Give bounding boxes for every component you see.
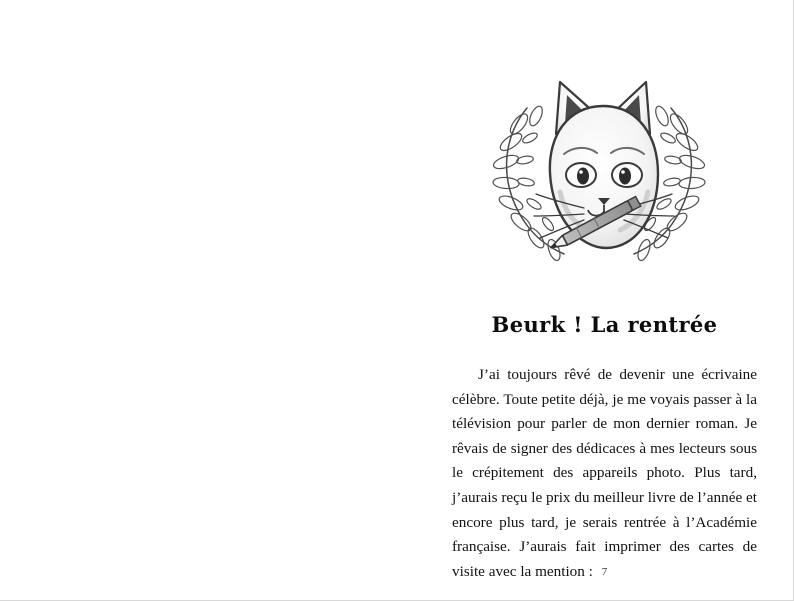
- chapter-illustration: [464, 42, 734, 272]
- chapter-body: [452, 363, 757, 584]
- chapter-title: Beurk ! La rentrée: [491, 312, 718, 337]
- page-number: 7: [601, 566, 608, 578]
- page-content-column: [452, 42, 757, 584]
- body-paragraph: J’ai toujours rêvé de devenir une écrivaine célèbre. Toute petite déjà, je me voyais passer à la télévision pour parler de mon dernier roman. Je rêvais de signer des dédicaces à mes lecteurs sous le crépitement des appareils photo. Plus tard, j’aurais reçu le prix du meilleur livre de l’année et encore plus tard, je serais rentrée à l’Académie française. J’aurais fait imprimer des cartes de visite avec la mention :: [452, 366, 757, 580]
